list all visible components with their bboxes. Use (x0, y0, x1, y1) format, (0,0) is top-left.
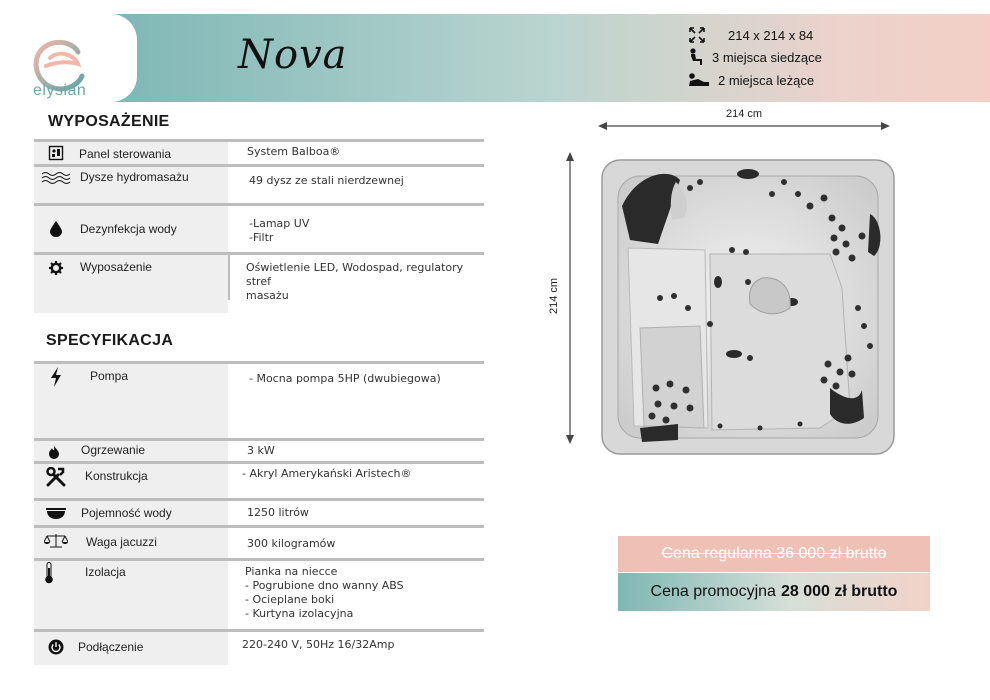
specification-title: SPECYFIKACJA (46, 332, 174, 349)
row-label: Ogrzewanie (81, 443, 146, 457)
tools-icon (42, 466, 70, 488)
row-label: Waga jacuzzi (86, 535, 157, 549)
bowl-icon (42, 503, 70, 525)
row-value: 220-240 V, 50Hz 16/32Amp (242, 638, 395, 651)
header-spec-text: 3 miejsca siedzące (712, 49, 822, 65)
logo-text: elysian (33, 82, 87, 99)
row-label: Panel sterowania (79, 147, 172, 161)
spec-row (34, 441, 484, 461)
waves-icon (42, 167, 70, 189)
row-value: 49 dysz ze stali nierdzewnej (249, 174, 404, 187)
equipment-row (34, 167, 484, 203)
row-label: Podłączenie (78, 640, 144, 654)
hot-tub-top-view-image (600, 158, 896, 456)
row-label: Izolacja (85, 565, 126, 579)
label-cell (34, 561, 228, 629)
promo-price-value: 28 000 zł brutto (780, 583, 898, 600)
row-value: 1250 litrów (247, 506, 309, 519)
row-value: - Mocna pompa 5HP (dwubiegowa) (249, 372, 441, 385)
height-label: 214 cm (548, 277, 561, 315)
width-dimension-arrow (598, 118, 890, 134)
equipment-row (34, 206, 484, 252)
row-label: Dysze hydromasażu (80, 170, 189, 184)
width-label: 214 cm (726, 108, 763, 120)
row-value: Oświetlenie LED, Wodospad, regulatory stref masażu (246, 261, 464, 302)
promo-price-prefix: Cena promocyjna (650, 583, 776, 600)
regular-price: Cena regularna 36 000 zł brutto (618, 536, 930, 572)
flame-icon (40, 441, 68, 463)
gear-icon (42, 257, 70, 279)
power-icon (42, 636, 70, 658)
row-label: Pompa (90, 369, 129, 383)
row-value: System Balboa® (247, 145, 341, 158)
scale-icon (42, 530, 70, 552)
row-value: Pianka na niecce - Pogrubione dno wanny ABS - Ocieplane boki - Kurtyna izolacyjna (245, 565, 404, 620)
row-label: Pojemność wody (81, 506, 172, 520)
row-value: -Lamap UV -Filtr (249, 217, 310, 244)
divider-vertical (228, 255, 230, 300)
header-spec-text: 214 x 214 x 84 (728, 27, 814, 43)
spec-row (34, 501, 484, 525)
water-drop-icon (42, 218, 70, 240)
row-label: Wyposażenie (80, 260, 152, 274)
thermometer-icon (35, 562, 63, 584)
lying-person-icon (688, 72, 710, 88)
seated-person-icon (688, 48, 704, 66)
model-name: Nova (238, 32, 348, 78)
header-spec-dimensions (688, 26, 813, 44)
lightning-icon (42, 366, 70, 388)
row-value: 300 kilogramów (247, 537, 336, 550)
spec-row (34, 364, 484, 438)
header-spec-text: 2 miejsca leżące (718, 72, 815, 88)
row-label: Dezynfekcja wody (80, 222, 177, 236)
row-value: 3 kW (247, 444, 275, 457)
control-panel-icon (42, 142, 70, 164)
expand-arrows-icon (688, 26, 706, 44)
spec-row (34, 561, 484, 629)
promo-price-box (618, 573, 930, 611)
height-dimension-arrow (562, 152, 578, 444)
row-value: - Akryl Amerykański Aristech® (242, 467, 412, 480)
spec-row (34, 528, 484, 558)
equipment-row (34, 255, 484, 313)
header-spec-lying (688, 72, 814, 88)
spec-row (34, 464, 484, 498)
header-spec-seats (688, 48, 822, 66)
row-label: Konstrukcja (85, 469, 148, 483)
equipment-title: WYPOSAŻENIE (48, 113, 170, 130)
header-banner (0, 14, 990, 102)
equipment-row (34, 142, 484, 164)
spec-row (34, 632, 484, 665)
